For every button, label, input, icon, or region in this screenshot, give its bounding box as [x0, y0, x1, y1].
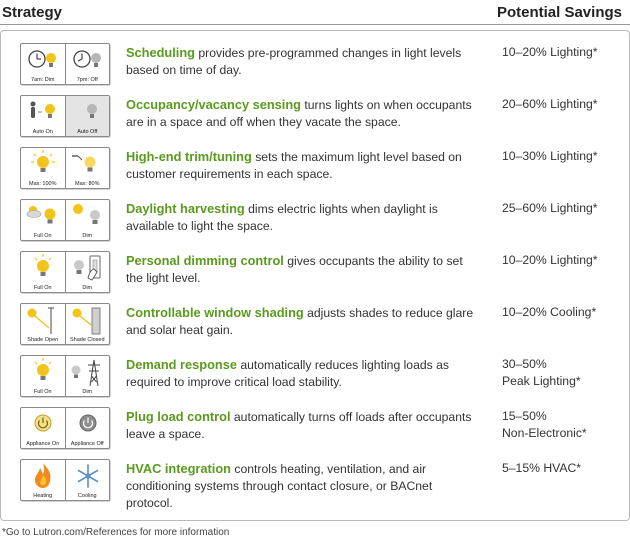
trimmed-bulb-icon: [65, 148, 110, 188]
strategy-icon-box: [20, 303, 110, 345]
strategy-icon-box: [20, 251, 110, 293]
power-off-icon: [65, 408, 110, 448]
strategy-icon-box: [20, 147, 110, 189]
icon-label-left: Full On: [33, 389, 52, 395]
power-tower-icon: [65, 356, 110, 396]
strategy-row-occupancy: [1, 95, 630, 139]
icon-label-right: 7pm: Off: [76, 77, 98, 83]
power-on-icon: [21, 408, 65, 448]
bright-bulb-icon: [21, 356, 65, 396]
strategy-row-personal-dimming: [1, 251, 630, 295]
strategy-savings: 25–60% Lighting*: [502, 201, 598, 215]
strategy-savings: 20–60% Lighting*: [502, 97, 598, 111]
flame-icon: [21, 460, 65, 500]
icon-label-right: Dim: [82, 389, 93, 395]
strategy-title: Plug load control: [126, 409, 231, 424]
savings-header: Potential Savings: [496, 4, 622, 21]
strategy-description: Personal dimming control gives occupants the ability to set the light level.: [126, 253, 463, 285]
strategy-description: High-end trim/tuning sets the maximum light level based on customer requirements in each space.: [126, 149, 462, 181]
strategy-title: Controllable window shading: [126, 305, 304, 320]
sun-shade-open-icon: [21, 304, 65, 344]
strategy-savings: 15–50% Non-Electronic*: [502, 409, 587, 440]
header-rule: [0, 24, 630, 25]
strategy-savings: 30–50% Peak Lighting*: [502, 357, 581, 388]
strategy-description: Plug load control automatically turns off loads after occupants leave a space.: [126, 409, 472, 441]
clock-bulb-icon: [21, 44, 65, 84]
strategy-description: Controllable window shading adjusts shades to reduce glare and solar heat gain.: [126, 305, 474, 337]
strategy-icon-box: [20, 459, 110, 501]
strategy-icon-box: [20, 355, 110, 397]
strategy-description: HVAC integration controls heating, ventilation, and air conditioning systems through contact closure, or BACnet protocol.: [126, 461, 433, 510]
strategy-title: Scheduling: [126, 45, 195, 60]
icon-label-right: Cooling: [77, 493, 97, 499]
strategy-row-window-shading: [1, 303, 630, 347]
strategy-savings: 10–30% Lighting*: [502, 149, 598, 163]
icon-label-left: Heating: [33, 493, 53, 499]
hand-dimmer-icon: [65, 252, 110, 292]
bulb-off-icon: [65, 96, 110, 136]
strategy-savings: 10–20% Lighting*: [502, 253, 598, 267]
icon-label-left: Full On: [33, 285, 52, 291]
strategy-icon-box: [20, 43, 110, 85]
strategy-icon-box: [20, 407, 110, 449]
snowflake-icon: [65, 460, 110, 500]
person-bulb-on-icon: [21, 96, 65, 136]
icon-label-left: Shade Open: [27, 337, 59, 343]
strategy-title: High-end trim/tuning: [126, 149, 252, 164]
strategy-row-daylight-harvesting: [1, 199, 630, 243]
strategy-icon-box: [20, 199, 110, 241]
strategy-row-demand-response: [1, 355, 630, 399]
footnote: *Go to Lutron.com/References for more information: [2, 527, 230, 538]
icon-label-left: Auto On: [32, 129, 53, 135]
bright-bulb-icon: [21, 148, 65, 188]
strategy-description: Daylight harvesting dims electric lights when daylight is available to light the space.: [126, 201, 438, 233]
sun-shade-closed-icon: [65, 304, 110, 344]
icon-label-right: Dim: [82, 233, 93, 239]
clock-bulb-off-icon: [65, 44, 110, 84]
strategy-row-scheduling: [1, 43, 630, 87]
icon-label-right: Auto Off: [77, 129, 98, 135]
icon-label-right: Appliance Off: [70, 441, 104, 447]
icon-label-left: Max: 100%: [28, 181, 57, 187]
strategy-row-high-end-trim: [1, 147, 630, 191]
cloud-bulb-icon: [21, 200, 65, 240]
strategy-savings: 10–20% Cooling*: [502, 305, 597, 319]
strategy-title: HVAC integration: [126, 461, 231, 476]
sun-bulb-icon: [65, 200, 110, 240]
icon-label-left: Full On: [33, 233, 52, 239]
strategy-description: Occupancy/vacancy sensing turns lights on when occupants are in a space and off when they vacate the space.: [126, 97, 472, 129]
strategy-title: Occupancy/vacancy sensing: [126, 97, 301, 112]
strategy-description: Demand response automatically reduces lighting loads as required to improve critical load stability.: [126, 357, 449, 389]
icon-label-right: Dim: [82, 285, 93, 291]
strategy-row-hvac: [1, 459, 630, 510]
icon-label-left: 7am: Dim: [30, 77, 55, 83]
strategy-title: Personal dimming control: [126, 253, 284, 268]
strategy-header: Strategy: [2, 4, 63, 21]
strategy-icon-box: [20, 95, 110, 137]
strategy-savings: 5–15% HVAC*: [502, 461, 582, 475]
strategy-savings: 10–20% Lighting*: [502, 45, 598, 59]
bright-bulb-icon: [21, 252, 65, 292]
icon-label-right: Max: 80%: [75, 181, 100, 187]
strategy-description: Scheduling provides pre-programmed changes in light levels based on time of day.: [126, 45, 462, 77]
icon-label-right: Shade Closed: [69, 337, 105, 343]
icon-label-left: Appliance On: [26, 441, 60, 447]
strategy-table: [0, 30, 630, 521]
strategy-row-plug-load: [1, 407, 630, 451]
strategy-title: Daylight harvesting: [126, 201, 245, 216]
strategy-title: Demand response: [126, 357, 237, 372]
